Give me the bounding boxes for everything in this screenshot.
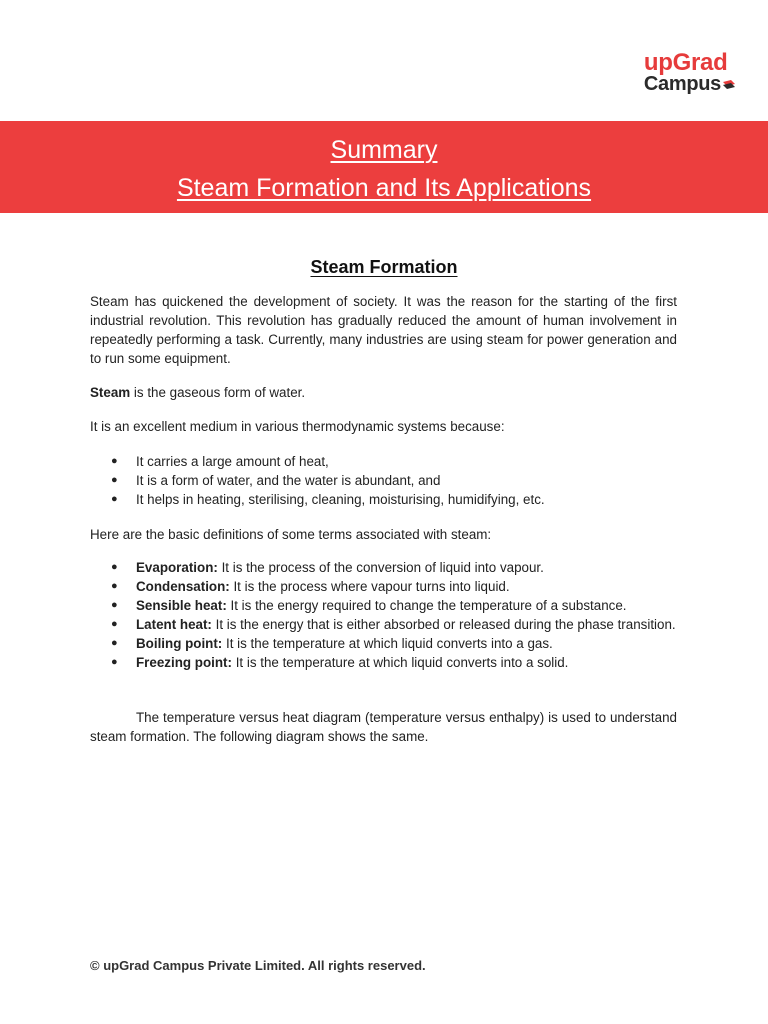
definition-text: It is the process of the conversion of liquid into vapour. bbox=[217, 560, 544, 575]
list-item bbox=[90, 490, 677, 509]
definition-term: Condensation: bbox=[136, 579, 230, 594]
bullet-icon: ● bbox=[111, 599, 118, 611]
definition-term: Boiling point: bbox=[136, 636, 223, 651]
definition-term: Freezing point: bbox=[136, 655, 232, 670]
logo-line-upgrad: upGrad bbox=[643, 49, 728, 76]
banner-title-topic: Steam Formation and Its Applications bbox=[176, 174, 592, 202]
definitions-intro-paragraph: Here are the basic definitions of some terms associated with steam: bbox=[90, 527, 492, 542]
intro-paragraph: Steam has quickened the development of society. It was the reason for the starting of the first industrial revolution. This revolution has gradually reduced the amount of human involvement in repeatedly performing a task. Currently, many industries are using steam for power generation and to run some equipment. bbox=[90, 294, 677, 366]
definition-term: Sensible heat: bbox=[136, 598, 227, 613]
bullet-icon: ● bbox=[111, 493, 118, 505]
medium-paragraph: It is an excellent medium in various thermodynamic systems because: bbox=[90, 419, 505, 434]
logo-line-campus-text: Campus bbox=[643, 73, 721, 95]
bullet-icon: ● bbox=[111, 580, 118, 592]
steam-definition-text: is the gaseous form of water. bbox=[130, 385, 306, 400]
upgrad-campus-logo bbox=[643, 49, 736, 95]
steam-definition-paragraph bbox=[90, 383, 677, 402]
list-item bbox=[90, 634, 677, 653]
list-item bbox=[90, 452, 677, 471]
closing-paragraph: The temperature versus heat diagram (temperature versus enthalpy) is used to understand steam formation. The following diagram shows the same. bbox=[90, 710, 677, 744]
title-banner bbox=[0, 121, 768, 213]
definition-text: It is the energy required to change the temperature of a substance. bbox=[226, 598, 627, 613]
bullet-icon: ● bbox=[111, 637, 118, 649]
list-item bbox=[90, 471, 677, 490]
list-item bbox=[90, 653, 677, 672]
bullet-icon: ● bbox=[111, 474, 118, 486]
bullet-icon: ● bbox=[111, 656, 118, 668]
banner-title-summary: Summary bbox=[330, 136, 438, 164]
definitions-list bbox=[90, 558, 677, 672]
bullet-icon: ● bbox=[111, 561, 118, 573]
bullet-icon: ● bbox=[111, 455, 118, 467]
list-item bbox=[90, 615, 677, 634]
definition-term: Latent heat: bbox=[136, 617, 212, 632]
list-item-text: It helps in heating, sterilising, cleaning, moisturising, humidifying, etc. bbox=[136, 492, 545, 507]
definition-text: It is the energy that is either absorbed or released during the phase transition. bbox=[211, 617, 676, 632]
list-item bbox=[90, 577, 677, 596]
list-item bbox=[90, 596, 677, 615]
logo-arrow-icon bbox=[722, 79, 736, 91]
list-item bbox=[90, 558, 677, 577]
list-item-text: It carries a large amount of heat, bbox=[136, 454, 329, 469]
list-item-text: It is a form of water, and the water is abundant, and bbox=[136, 473, 441, 488]
section-title: Steam Formation bbox=[310, 257, 458, 277]
logo-line-campus bbox=[644, 74, 736, 94]
steam-term: Steam bbox=[90, 385, 131, 400]
definition-text: It is the temperature at which liquid converts into a solid. bbox=[231, 655, 569, 670]
copyright-footer: © upGrad Campus Private Limited. All rights reserved. bbox=[90, 958, 426, 973]
definition-term: Evaporation: bbox=[136, 560, 218, 575]
bullet-icon: ● bbox=[111, 618, 118, 630]
definition-text: It is the process where vapour turns into liquid. bbox=[229, 579, 510, 594]
reasons-list bbox=[90, 452, 677, 509]
definition-text: It is the temperature at which liquid converts into a gas. bbox=[222, 636, 553, 651]
